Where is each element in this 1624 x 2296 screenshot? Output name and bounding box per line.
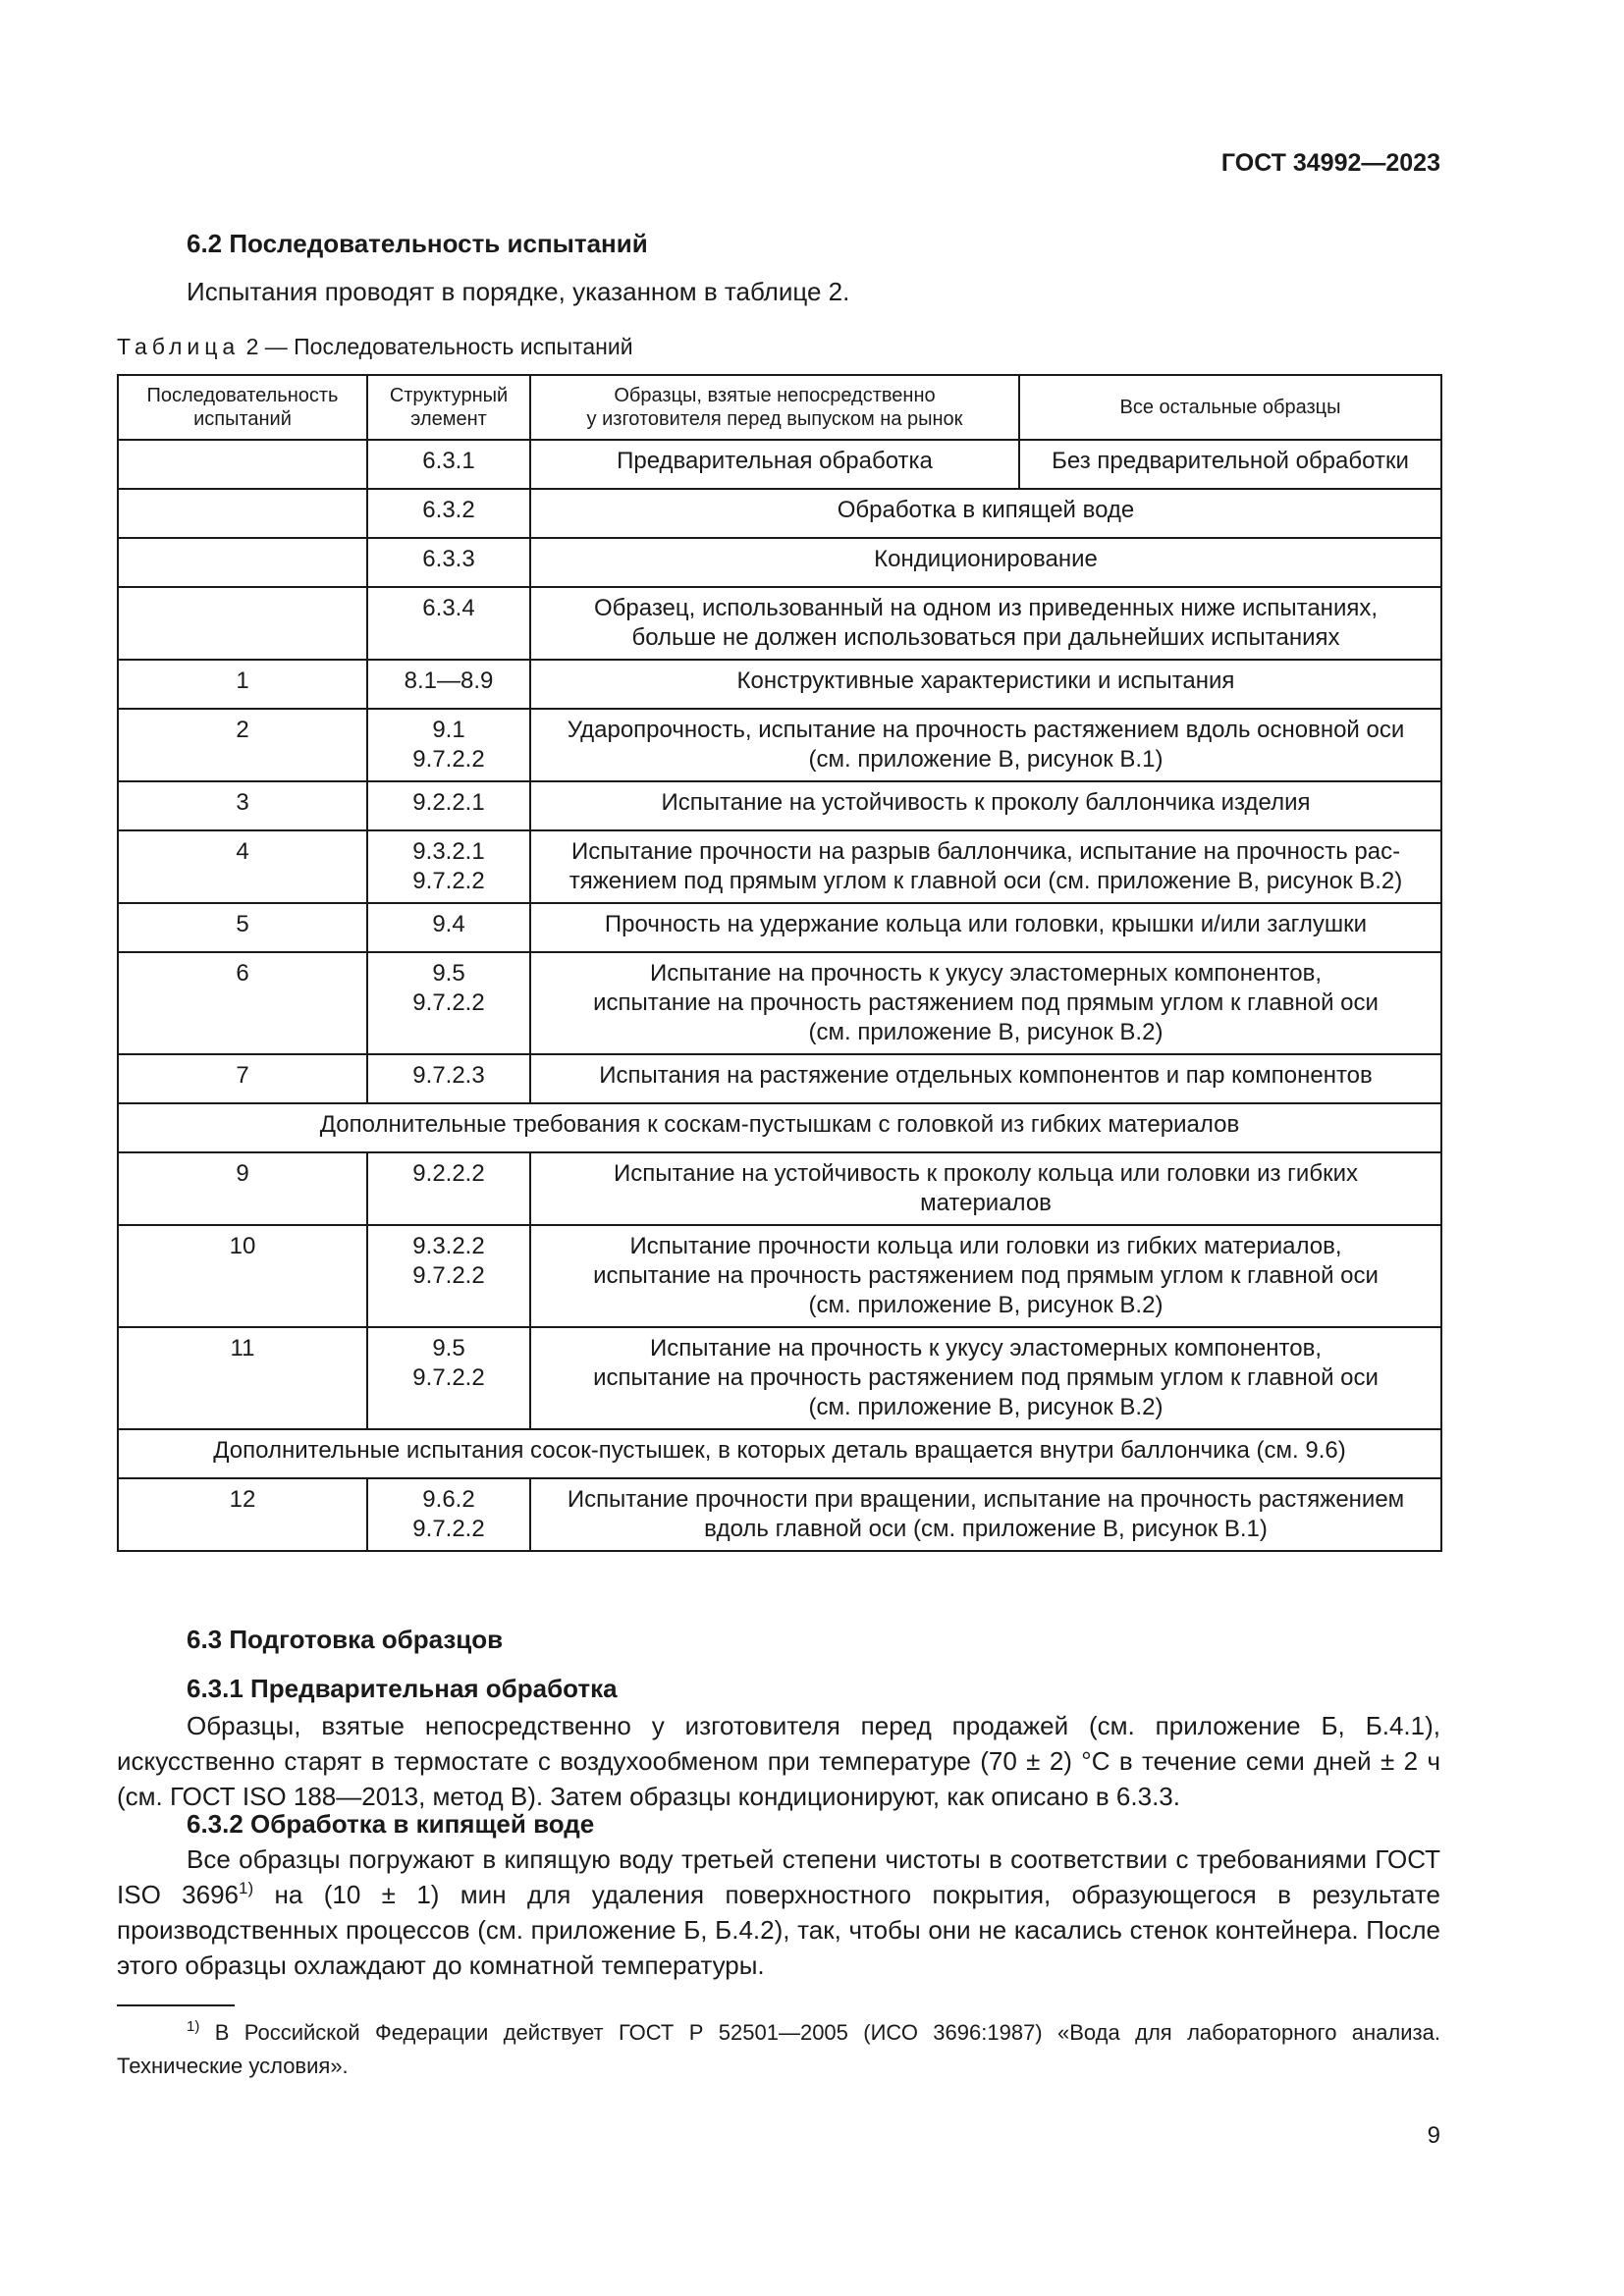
paragraph-6-3-1: [117, 1708, 1440, 1814]
cell-manufacturer-treatment: Предварительная обработка: [530, 440, 1019, 489]
table-row: [118, 538, 1441, 587]
cell-element: 9.3.2.1 9.7.2.2: [367, 830, 530, 903]
section-heading-6-3-1: 6.3.1 Предварительная обработка: [187, 1674, 618, 1703]
table-row: [118, 587, 1441, 660]
section-heading-6-3-2: 6.3.2 Обработка в кипящей воде: [187, 1809, 595, 1839]
cell-element: 6.3.1: [367, 440, 530, 489]
cell-element: 6.3.2: [367, 489, 530, 538]
table-caption-text: 2 — Последовательность испытаний: [240, 334, 633, 359]
paragraph-6-3-1-text: Образцы, взятые непосредственно у изготовителя перед продажей (см. приложение Б, Б.4.1), искусственно старят в термостате с воздухообменом при температуре (70 ± 2) °С в течение семи дней ± 2 ч (см. ГОСТ ISO 188—2013, метод В). Затем образцы кондиционируют, как описано в 6.3.3.: [117, 1711, 1440, 1811]
cell-description: Конструктивные характеристики и испытания: [530, 660, 1441, 709]
table-row: [118, 1478, 1441, 1551]
cell-sequence: 5: [118, 903, 367, 952]
page-number: 9: [1427, 2122, 1440, 2149]
cell-description: Ударопрочность, испытание на прочность растяжением вдоль основной оси (см. приложение В, рисунок В.1): [530, 709, 1441, 781]
cell-sequence: [118, 489, 367, 538]
cell-element: 9.2.2.2: [367, 1152, 530, 1225]
cell-sequence: 12: [118, 1478, 367, 1551]
cell-description: Испытания на растяжение отдельных компонентов и пар компонентов: [530, 1054, 1441, 1103]
cell-element: 6.3.4: [367, 587, 530, 660]
cell-element: 9.1 9.7.2.2: [367, 709, 530, 781]
cell-description: Прочность на удержание кольца или головки, крышки и/или заглушки: [530, 903, 1441, 952]
footnote: [117, 2016, 1440, 2083]
table-row: [118, 903, 1441, 952]
cell-sequence: 2: [118, 709, 367, 781]
header-sequence: Последовательность испытаний: [118, 375, 367, 440]
cell-sequence: 1: [118, 660, 367, 709]
cell-element: 6.3.3: [367, 538, 530, 587]
paragraph-6-3-2-text-a: Все образцы погружают в кипящую воду третьей степени чистоты в соответствии с требованиями ГОСТ ISO 3696: [117, 1844, 1440, 1909]
cell-element: 9.7.2.3: [367, 1054, 530, 1103]
cell-element: 9.3.2.2 9.7.2.2: [367, 1225, 530, 1327]
footnote-ref: 1): [239, 1879, 254, 1897]
table-header-row: [118, 375, 1441, 440]
cell-other-treatment: Без предварительной обработки: [1019, 440, 1441, 489]
table-row: [118, 952, 1441, 1054]
cell-element: 8.1—8.9: [367, 660, 530, 709]
table-caption-label: Таблица: [117, 334, 241, 359]
header-manufacturer-samples: Образцы, взятые непосредственно у изготовителя перед выпуском на рынок: [530, 375, 1019, 440]
table-row: [118, 489, 1441, 538]
cell-element: 9.5 9.7.2.2: [367, 1327, 530, 1429]
cell-description: Испытание прочности при вращении, испытание на прочность растяжением вдоль главной оси (см. приложение В, рисунок В.1): [530, 1478, 1441, 1551]
cell-description: Испытание прочности кольца или головки из гибких материалов, испытание на прочность растяжением под прямым углом к главной оси (см. приложение В, рисунок В.2): [530, 1225, 1441, 1327]
cell-sequence: 10: [118, 1225, 367, 1327]
table-row: [118, 660, 1441, 709]
cell-sequence: 6: [118, 952, 367, 1054]
footnote-mark: 1): [187, 2018, 200, 2035]
cell-sequence: 3: [118, 781, 367, 830]
table-row: [118, 781, 1441, 830]
table-span-row: [118, 1429, 1441, 1478]
table-row: [118, 1054, 1441, 1103]
footnote-divider: [117, 2004, 235, 2006]
footnote-text: В Российской Федерации действует ГОСТ Р 52501—2005 (ИСО 3696:1987) «Вода для лабораторного анализа. Технические условия».: [117, 2020, 1440, 2078]
section-heading-6-3: 6.3 Подготовка образцов: [187, 1625, 504, 1654]
cell-element: 9.5 9.7.2.2: [367, 952, 530, 1054]
cell-description: Испытание на устойчивость к проколу баллончика изделия: [530, 781, 1441, 830]
cell-sequence: 7: [118, 1054, 367, 1103]
cell-span-heading: Дополнительные требования к соскам-пустышкам с головкой из гибких материалов: [118, 1103, 1441, 1152]
cell-element: 9.6.2 9.7.2.2: [367, 1478, 530, 1551]
table-caption: [117, 334, 633, 360]
cell-span-heading: Дополнительные испытания сосок-пустышек, в которых деталь вращается внутри баллончика (см. 9.6): [118, 1429, 1441, 1478]
cell-description: Образец, использованный на одном из приведенных ниже испытаниях, больше не должен использоваться при дальнейших испытаниях: [530, 587, 1441, 660]
section-intro: Испытания проводят в порядке, указанном в таблице 2.: [187, 277, 850, 306]
header-other-samples: Все остальные образцы: [1019, 375, 1441, 440]
cell-description: Кондиционирование: [530, 538, 1441, 587]
cell-element: 9.2.2.1: [367, 781, 530, 830]
standard-code: ГОСТ 34992—2023: [1220, 149, 1440, 177]
cell-description: Испытание на устойчивость к проколу кольца или головки из гибких материалов: [530, 1152, 1441, 1225]
test-sequence-table: [117, 374, 1442, 1552]
cell-description: Обработка в кипящей воде: [530, 489, 1441, 538]
table-row: [118, 440, 1441, 489]
cell-sequence: [118, 538, 367, 587]
cell-element: 9.4: [367, 903, 530, 952]
table-row: [118, 1152, 1441, 1225]
section-heading-6-2: 6.2 Последовательность испытаний: [187, 229, 648, 258]
table-row: [118, 709, 1441, 781]
cell-description: Испытание прочности на разрыв баллончика, испытание на прочность рас- тяжением под прямым углом к главной оси (см. приложение В, рисунок В.2): [530, 830, 1441, 903]
cell-sequence: 4: [118, 830, 367, 903]
cell-description: Испытание на прочность к укусу эластомерных компонентов, испытание на прочность растяжением под прямым углом к главной оси (см. приложение В, рисунок В.2): [530, 952, 1441, 1054]
cell-description: Испытание на прочность к укусу эластомерных компонентов, испытание на прочность растяжением под прямым углом к главной оси (см. приложение В, рисунок В.2): [530, 1327, 1441, 1429]
cell-sequence: [118, 587, 367, 660]
cell-sequence: 9: [118, 1152, 367, 1225]
table-row: [118, 1327, 1441, 1429]
cell-sequence: 11: [118, 1327, 367, 1429]
table-span-row: [118, 1103, 1441, 1152]
table-row: [118, 830, 1441, 903]
paragraph-6-3-2-text-b: на (10 ± 1) мин для удаления поверхностного покрытия, образующегося в результате производственных процессов (см. приложение Б, Б.4.2), так, чтобы они не касались стенок контейнера. После этого образцы охлаждают до комнатной температуры.: [117, 1880, 1440, 1980]
table-row: [118, 1225, 1441, 1327]
cell-sequence: [118, 440, 367, 489]
header-structural-element: Структурный элемент: [367, 375, 530, 440]
paragraph-6-3-2: [117, 1842, 1440, 1983]
